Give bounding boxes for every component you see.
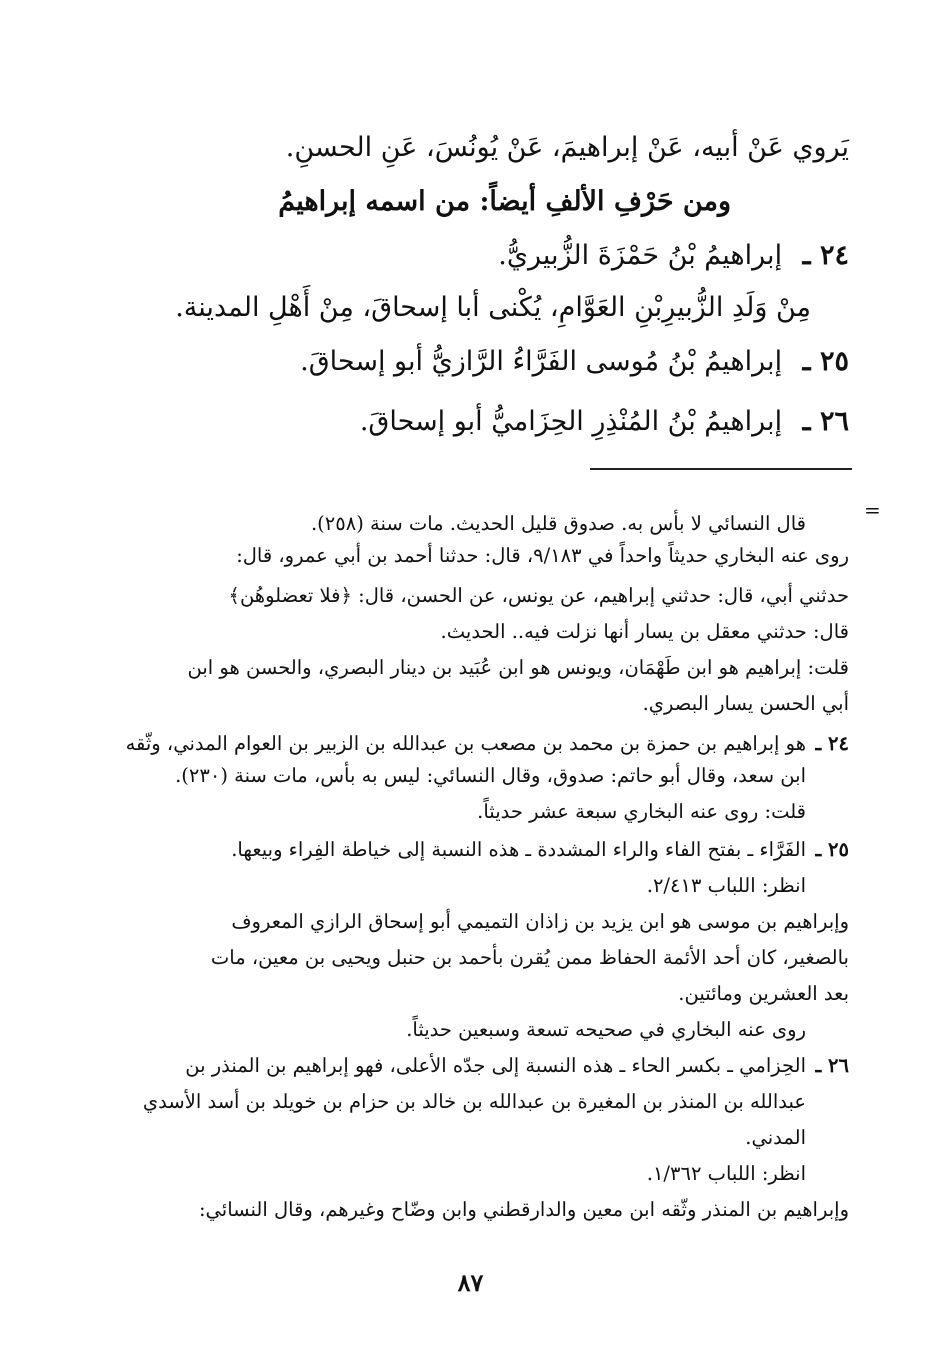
continuation-marker: =: [864, 498, 881, 522]
footnote-line: بعد العشرين ومائتين.: [678, 982, 849, 1005]
footnote-line: هو إبراهيم بن حمزة بن محمد بن مصعب بن عبدالله بن الزبير بن العوام المدني، وثّقه: [125, 732, 806, 755]
entry-name: إبراهيمُ بْنُ مُوسى الفَرَّاءُ الرَّازيُّ أبو إسحاقَ.: [300, 346, 783, 377]
entry-number: ٢٥ ـ: [802, 346, 849, 377]
narration-line: يَروي عَنْ أبيه، عَنْ إبراهيمَ، عَنْ يُونُسَ، عَنِ الحسنِ.: [285, 132, 849, 163]
footnote-line: المدني.: [745, 1126, 806, 1149]
entry-24: [120, 236, 849, 276]
footnote-line: ابن سعد، وقال أبو حاتم: صدوق، وقال النسائي: ليس به بأس، مات سنة (٢٣٠).: [175, 764, 806, 787]
footnote-line: قلت: إبراهيم هو ابن طَهْمَان، ويونس هو ابن عُبَيد بن دينار البصري، والحسن هو ابن: [187, 656, 849, 679]
footnote-line: الفَرَّاء ـ بفتح الفاء والراء المشددة ـ هذه النسبة إلى خياطة الفِراء وبيعها.: [231, 838, 806, 861]
footnote-line: أبي الحسن يسار البصري.: [642, 692, 849, 715]
footnote-line: انظر: اللباب ٢/٤١٣.: [646, 874, 806, 897]
footnote-number: ٢٦ ـ: [815, 1054, 849, 1077]
footnote-line: حدثني أبي، قال: حدثني إبراهيم، عن يونس، عن الحسن، قال: ﴿فلا تعضلوهُن﴾: [228, 584, 849, 607]
entry-name: إبراهيمُ بْنُ حَمْزَةَ الزُّبيريُّ.: [498, 240, 783, 271]
footnote-line: انظر: اللباب ١/٣٦٢.: [646, 1162, 806, 1185]
footnote-line: الحِزامي ـ بكسر الحاء ـ هذه النسبة إلى جدّه الأعلى، فهو إبراهيم بن المنذر بن: [185, 1054, 806, 1077]
entry-25: [120, 342, 849, 382]
footnote-line: وإبراهيم بن المنذر وثّقه ابن معين والدارقطني وابن وضّاح وغيرهم، وقال النسائي:: [198, 1198, 849, 1221]
footnote-line: قال النسائي لا بأس به. صدوق قليل الحديث. مات سنة (٢٥٨).: [310, 512, 806, 535]
page-number: ٨٧: [457, 1268, 484, 1297]
entry-26: [120, 402, 849, 442]
footnote-line: قلت: روى عنه البخاري سبعة عشر حديثاً.: [477, 800, 806, 823]
footnote-line: وإبراهيم بن موسى هو ابن يزيد بن زاذان التميمي أبو إسحاق الرازي المعروف: [231, 910, 849, 933]
footnote-line: روى عنه البخاري في صحيحه تسعة وسبعين حديثاً.: [406, 1018, 806, 1041]
footnote-divider: [590, 468, 852, 470]
footnote-line: روى عنه البخاري حديثاً واحداً في ٩/١٨٣، قال: حدثنا أحمد بن أبي عمرو، قال:: [236, 544, 849, 567]
footnote-number: ٢٥ ـ: [815, 838, 849, 861]
entry-24-detail: مِنْ وَلَدِ الزُّبيرِبْنِ العَوَّامِ، يُكْنى أبا إسحاقَ، مِنْ أَهْلِ المدينة.: [175, 292, 811, 323]
entry-number: ٢٦ ـ: [802, 406, 849, 437]
entry-number: ٢٤ ـ: [802, 240, 849, 271]
entry-name: إبراهيمُ بْنُ المُنْذِرِ الحِزَاميُّ أبو إسحاقَ.: [359, 406, 783, 437]
footnote-number: ٢٤ ـ: [815, 732, 849, 755]
section-heading: ومن حَرْفِ الألفِ أيضاً: من اسمه إبراهيمُ: [278, 186, 731, 217]
footnote-line: قال: حدثني معقل بن يسار أنها نزلت فيه.. الحديث.: [440, 620, 849, 643]
footnote-line: بالصغير، كان أحد الأئمة الحفاظ ممن يُقرن بأحمد بن حنبل ويحيى بن معين، مات: [210, 946, 849, 969]
footnote-line: عبدالله بن المنذر بن المغيرة بن عبدالله بن خالد بن حزام بن خويلد بن أسد الأسدي: [142, 1090, 806, 1113]
